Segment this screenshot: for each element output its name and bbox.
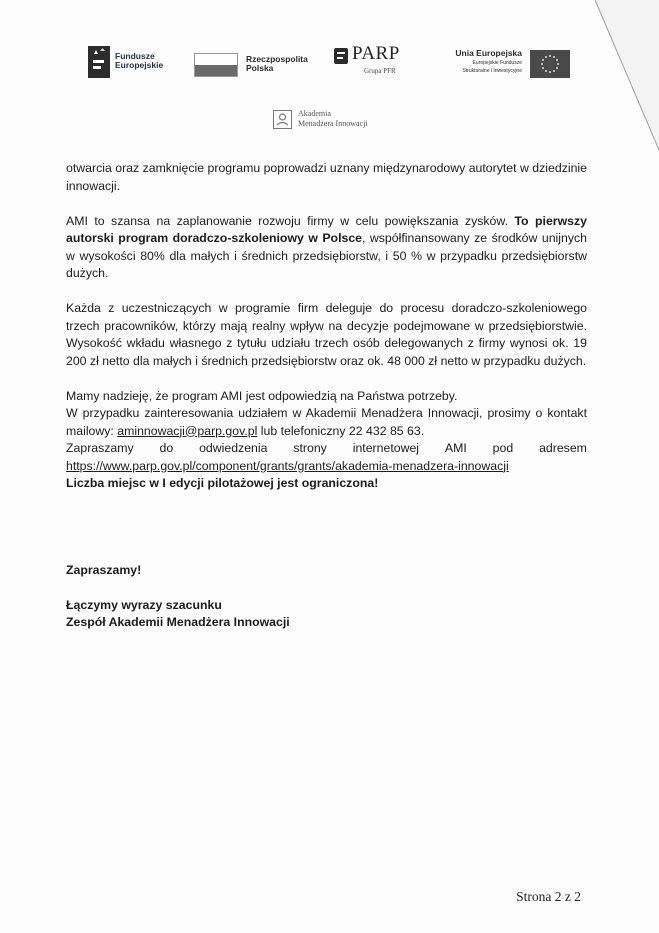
unia-europejska-logo [440, 48, 570, 84]
limited-seats-notice: Liczba miejsc w I edycji pilotażowej jest ograniczona! [66, 476, 379, 490]
visit-word: strony [293, 441, 327, 455]
eu-line1: Unia Europejska [455, 48, 522, 58]
fe-line1: Fundusze [115, 51, 155, 61]
folded-corner-shadow [595, 0, 659, 150]
regards-text: Łączymy wyrazy szacunku [66, 598, 222, 612]
paragraph-2 [66, 213, 587, 283]
ami-line1: Akademia [298, 109, 331, 118]
visit-word: internetowej [352, 441, 420, 455]
rp-line1: Rzeczpospolita [246, 54, 308, 64]
letter-body [66, 160, 587, 493]
contact-text: W przypadku zainteresowania udziałem w Akademii Menadżera Innowacji, prosimy o kontakt mailowy: [66, 406, 587, 438]
rzeczpospolita-polska-logo [194, 48, 324, 82]
paragraph-1: otwarcia oraz zamknięcie programu poprowadzi uznany międzynarodowy autorytet w dziedzinie innowacji. [66, 161, 587, 193]
parp-name: PARP [352, 43, 400, 64]
rp-line2: Polska [246, 63, 274, 73]
parp-icon [334, 48, 348, 64]
url-link[interactable]: https://www.parp.gov.pl/component/grants/grants/akademia-menadzera-innowacji [66, 458, 509, 473]
eu-flag-icon [530, 50, 570, 78]
parp-logo [334, 44, 420, 84]
ami-line2: Menadżera Innowacji [298, 118, 368, 128]
ami-emblem-icon [273, 110, 292, 129]
signature-text: Zespół Akademii Menadżera Innowacji [66, 615, 290, 629]
visit-line [66, 440, 587, 458]
fe-line2: Europejskie [115, 60, 164, 70]
page-number: Strona 2 z 2 [516, 889, 581, 904]
polish-flag-icon [194, 53, 238, 77]
fundusze-europejskie-logo [88, 46, 198, 80]
visit-word: do [159, 441, 174, 455]
invite-text: Zapraszamy! [66, 563, 142, 577]
p2-bold: To pierwszy autorski program doradczo-szkoleniowy w Polsce [66, 213, 587, 245]
visit-word: odwiedzenia [199, 441, 268, 455]
visit-word: pod [492, 441, 514, 455]
paragraph-3: Każda z uczestniczących w programie firm deleguje do procesu doradczo-szkoleniowego trzech pracowników, którzy mają realny wpływ na decyzje podejmowane w przedsiębiorstwie. Wysokość wkładu własnego z tytułu udziału trzech osób delegowanych z firmy wynosi ok. 19 200 zł netto dla małych i średnich przedsiębiorstw oraz ok. 48 000 zł netto w przypadku dużych. [66, 301, 587, 368]
paragraph-4-line1: Mamy nadzieję, że program AMI jest odpowiedzią na Państwa potrzeby. [66, 388, 458, 403]
p2-start: AMI to szansa na zaplanowanie rozwoju firmy w celu powiększania zysków. [66, 213, 515, 228]
header-logos [88, 44, 566, 84]
visit-word: adresem [539, 441, 587, 455]
paragraph-4-contact [66, 405, 587, 440]
p2-end: , współfinansowany ze środków unijnych w wysokości 80% dla małych i średnich przedsiębiorstw, i 50 % w przypadku przedsiębiorstw dużych. [66, 231, 587, 280]
parp-sub: Grupa PFR [364, 67, 396, 75]
visit-word: AMI [444, 441, 467, 455]
email-link[interactable]: aminnowacji@parp.gov.pl [117, 423, 258, 438]
closing-block [66, 562, 290, 631]
eu-line3: Strukturalne i Inwestycyjne [462, 68, 522, 74]
eu-line2: Europejskie Fundusze [472, 60, 522, 66]
akademia-menadzera-innowacji-logo [273, 109, 403, 135]
fundusze-europejskie-icon [88, 46, 110, 78]
phone-text: lub telefoniczny 22 432 85 63. [257, 423, 425, 438]
visit-word: Zapraszamy [66, 441, 134, 455]
